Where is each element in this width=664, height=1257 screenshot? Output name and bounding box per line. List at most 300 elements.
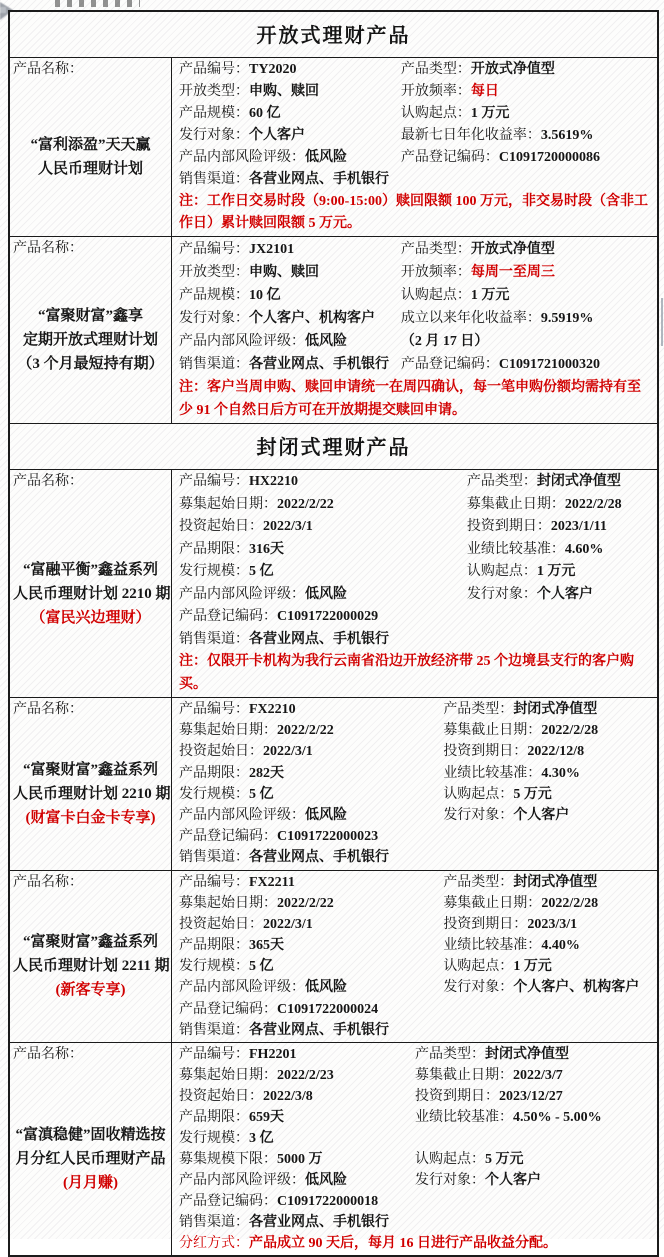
field-label: 销售渠道： xyxy=(179,1022,249,1038)
page-edge-line-artifact xyxy=(661,298,663,346)
product-name-cell xyxy=(10,871,172,1043)
field-value: 个人客户 xyxy=(536,586,593,602)
field-right xyxy=(443,699,651,720)
field-label: 产品期限： xyxy=(179,765,249,781)
field-right xyxy=(443,826,651,847)
field-label: 产品内部风险评级： xyxy=(179,150,305,165)
field-mid xyxy=(179,1086,415,1107)
field-line xyxy=(179,1044,651,1065)
field-mid xyxy=(179,720,443,741)
field-label: 认购起点： xyxy=(400,106,471,121)
field-line xyxy=(179,103,651,125)
field-label: 产品类型： xyxy=(466,474,537,489)
field-mid xyxy=(179,125,401,147)
field-value: 各营业网点、手机银行 xyxy=(249,1022,389,1038)
field-mid xyxy=(179,307,401,330)
field-line xyxy=(179,999,651,1020)
field-label: 产品期限： xyxy=(179,938,249,954)
field-label: 产品类型： xyxy=(415,1047,485,1062)
field-right xyxy=(401,169,651,191)
field-label: 产品规模： xyxy=(179,106,249,121)
field-line xyxy=(179,606,651,629)
product-name-line xyxy=(13,1123,168,1147)
field-value: 365天 xyxy=(249,938,284,954)
field-value: 个人客户 xyxy=(485,1173,541,1188)
field-line xyxy=(179,914,651,935)
product-name-text: “富融平衡”鑫益系列 xyxy=(22,561,158,578)
product-name xyxy=(13,1065,168,1253)
field-label: 产品类型： xyxy=(400,62,471,77)
field-right xyxy=(401,284,651,307)
field-line xyxy=(179,307,651,330)
field-value: 2023/12/27 xyxy=(499,1089,563,1104)
product-name xyxy=(13,492,171,695)
product-name-line xyxy=(13,806,168,830)
field-line xyxy=(179,284,651,307)
field-mid xyxy=(179,763,443,784)
field-value: FX2210 xyxy=(249,702,296,717)
field-label: 认购起点： xyxy=(443,959,514,975)
product-name xyxy=(13,80,168,234)
field-value: 5 亿 xyxy=(249,564,274,579)
field-value: 封闭式净值型 xyxy=(513,874,598,890)
product-name-text: “富滇稳健”固收精选按 xyxy=(15,1127,166,1143)
field-label: 业绩比较基准： xyxy=(466,541,565,557)
field-value: 1 万元 xyxy=(513,959,552,975)
field-value: 2022/3/1 xyxy=(263,916,313,932)
field-line xyxy=(179,847,651,868)
field-right xyxy=(415,1170,651,1191)
field-right xyxy=(467,539,651,562)
field-label: 认购起点： xyxy=(443,786,514,802)
field-mid xyxy=(179,629,467,652)
field-label: 最新七日年化收益率： xyxy=(400,128,541,143)
product-name-text: 定期开放式理财计划 xyxy=(22,332,158,348)
note-line xyxy=(179,191,651,235)
field-line xyxy=(179,784,651,805)
field-mid xyxy=(179,561,467,584)
field-value: 2022/2/28 xyxy=(564,496,622,512)
field-mid xyxy=(179,169,401,191)
field-label: 产品内部风险评级： xyxy=(179,334,305,349)
field-value: 各营业网点、手机银行 xyxy=(249,631,389,647)
field-right xyxy=(401,238,651,261)
field-label: 募集截止日期： xyxy=(415,1068,513,1083)
field-label: 募集起始日期： xyxy=(179,496,277,512)
field-mid xyxy=(179,1044,415,1065)
field-value: 2022/2/28 xyxy=(541,895,599,911)
product-name-caption: 产品名称： xyxy=(13,474,83,489)
product-name-cell xyxy=(10,698,172,870)
product-name xyxy=(13,893,168,1041)
note-value: 注：仅限开卡机构为我行云南省沿边开放经济带 25 个边境县支行的客户购买。 xyxy=(179,654,634,692)
field-mid xyxy=(179,977,443,998)
field-line xyxy=(179,471,651,494)
field-value: 每周一至周三 xyxy=(470,265,555,280)
field-value: 每日 xyxy=(470,84,499,99)
field-label: 产品登记编码： xyxy=(179,1194,277,1209)
field-right xyxy=(401,261,651,284)
field-label: 投资起始日： xyxy=(179,519,263,534)
section-title-text: 封闭式理财产品 xyxy=(256,437,411,459)
field-value: 个人客户、机构客户 xyxy=(513,980,640,996)
field-right xyxy=(401,81,651,103)
field-value: 封闭式净值型 xyxy=(485,1047,569,1062)
product-row xyxy=(10,236,657,423)
field-right xyxy=(401,59,651,81)
field-label: 募集起始日期： xyxy=(179,1068,277,1083)
field-value: FH2201 xyxy=(249,1047,297,1062)
field-mid xyxy=(179,847,443,868)
product-details-cell xyxy=(172,237,657,423)
product-name-text: 人民币理财计划 2210 期 xyxy=(13,585,171,602)
field-line xyxy=(179,1170,651,1191)
product-name-text: 人民币理财计划 2211 期 xyxy=(13,958,170,975)
field-line xyxy=(179,1212,651,1233)
field-right xyxy=(443,893,651,914)
field-label: 发行规模： xyxy=(179,1131,249,1146)
field-label: 投资起始日： xyxy=(179,1089,263,1104)
product-name-text: (月月赚) xyxy=(63,1175,118,1191)
product-name-cell xyxy=(10,1043,172,1255)
product-name-caption: 产品名称： xyxy=(13,1047,83,1062)
field-line xyxy=(179,81,651,103)
field-value: 2022/2/22 xyxy=(277,895,334,911)
field-value: FX2211 xyxy=(249,874,295,890)
field-value: C1091722000023 xyxy=(277,829,379,845)
field-label: 发行对象： xyxy=(415,1173,485,1188)
section-title xyxy=(10,12,657,57)
field-right xyxy=(443,872,651,893)
product-name-text: 人民币理财计划 xyxy=(37,161,143,177)
field-mid xyxy=(179,1020,443,1041)
field-value: 个人客户、机构客户 xyxy=(249,311,375,326)
field-value: C1091722000018 xyxy=(277,1194,379,1209)
field-line xyxy=(179,261,651,284)
field-line xyxy=(179,494,651,517)
field-label: 开放频率： xyxy=(400,265,471,280)
field-label: 投资到期日： xyxy=(443,916,528,932)
field-mid xyxy=(179,81,401,103)
product-name-line xyxy=(13,328,168,352)
field-label: 募集截止日期： xyxy=(443,723,542,739)
field-mid xyxy=(179,1212,415,1233)
field-label: 募集起始日期： xyxy=(179,895,277,911)
note-line xyxy=(179,376,651,422)
field-line xyxy=(179,238,651,261)
field-value: 659天 xyxy=(249,1110,284,1125)
field-right xyxy=(415,1065,651,1086)
field-value: 4.30% xyxy=(541,765,580,781)
field-value: 1 万元 xyxy=(470,288,510,303)
field-line xyxy=(179,59,651,81)
field-mid xyxy=(179,893,443,914)
product-name xyxy=(13,720,171,868)
product-row xyxy=(10,1042,657,1255)
product-name-line xyxy=(13,157,168,181)
field-value: 5 万元 xyxy=(485,1152,524,1167)
field-mid xyxy=(179,999,443,1020)
field-right xyxy=(443,763,651,784)
field-line xyxy=(179,147,651,169)
product-row xyxy=(10,469,657,697)
field-mid xyxy=(179,1149,415,1170)
field-value: 4.40% xyxy=(541,938,580,954)
field-label: 产品规模： xyxy=(179,288,249,303)
field-value: JX2101 xyxy=(249,242,295,257)
product-details-cell xyxy=(172,1043,657,1255)
field-value: 316天 xyxy=(249,541,284,557)
field-right xyxy=(443,935,651,956)
product-name-line xyxy=(13,558,168,582)
products-table xyxy=(8,10,659,1257)
field-right xyxy=(443,1020,651,1041)
field-value: 5 万元 xyxy=(513,786,552,802)
field-value: 5 亿 xyxy=(249,959,274,975)
field-value: C1091720000086 xyxy=(498,150,600,165)
field-right xyxy=(443,784,651,805)
field-value: 2023/1/11 xyxy=(550,519,607,534)
field-right xyxy=(415,1212,651,1233)
field-line xyxy=(179,805,651,826)
field-right xyxy=(415,1086,651,1107)
field-right xyxy=(415,1044,651,1065)
field-label: 发行对象： xyxy=(466,586,537,602)
field-value: 封闭式净值型 xyxy=(536,474,621,489)
field-value: 封闭式净值型 xyxy=(513,702,598,717)
field-value: 各营业网点、手机银行 xyxy=(249,172,389,187)
field-label: 投资到期日： xyxy=(415,1089,499,1104)
field-value: 各营业网点、手机银行 xyxy=(249,357,389,372)
field-value: 9.5919% xyxy=(540,311,594,326)
product-name-text: 月分红人民币理财产品 xyxy=(15,1151,166,1167)
field-right xyxy=(467,606,651,629)
field-right xyxy=(467,471,651,494)
field-value: 282天 xyxy=(249,765,284,781)
product-details-cell xyxy=(172,58,657,236)
product-name-line xyxy=(13,1147,168,1171)
product-name-line xyxy=(13,758,168,782)
product-details-cell xyxy=(172,470,657,697)
field-label: 开放类型： xyxy=(179,84,249,99)
field-line xyxy=(179,1128,651,1149)
field-mid xyxy=(179,1170,415,1191)
field-right xyxy=(443,977,651,998)
product-name-line xyxy=(13,352,168,376)
field-label: 开放频率： xyxy=(400,84,471,99)
field-label: 销售渠道： xyxy=(179,172,249,187)
field-mid xyxy=(179,741,443,762)
section-title xyxy=(10,423,657,469)
field-value: 2022/2/22 xyxy=(277,496,334,512)
field-value: 10 亿 xyxy=(249,288,281,303)
field-mid xyxy=(179,238,401,261)
field-right xyxy=(415,1149,651,1170)
field-label: 产品编号： xyxy=(179,62,249,77)
field-value: 开放式净值型 xyxy=(470,62,555,77)
field-mid xyxy=(179,261,401,284)
field-value: 2022/2/23 xyxy=(277,1068,334,1083)
field-label: 募集截止日期： xyxy=(466,496,565,512)
field-label: 募集规模下限： xyxy=(179,1152,277,1167)
field-label: 发行规模： xyxy=(179,959,249,975)
field-line xyxy=(179,561,651,584)
field-value: （2 月 17 日） xyxy=(400,334,489,349)
product-name-line xyxy=(13,782,171,806)
field-label: 认购起点： xyxy=(466,564,537,579)
field-value: 60 亿 xyxy=(249,106,281,121)
field-label: 产品期限： xyxy=(179,541,249,557)
field-line xyxy=(179,720,651,741)
field-right xyxy=(415,1191,651,1212)
field-line xyxy=(179,699,651,720)
field-label: 产品内部风险评级： xyxy=(179,807,305,823)
product-details-cell xyxy=(172,871,657,1043)
field-right xyxy=(401,147,651,169)
field-label: 产品类型： xyxy=(443,702,514,717)
field-right xyxy=(401,103,651,125)
product-name-text: “富利添盈”天天赢 xyxy=(30,137,151,153)
field-value: 申购、赎回 xyxy=(249,84,319,99)
field-mid xyxy=(179,1107,415,1128)
field-label: 发行规模： xyxy=(179,786,249,802)
field-mid xyxy=(179,914,443,935)
field-value: HX2210 xyxy=(249,474,298,489)
field-line xyxy=(179,977,651,998)
note-label: 分红方式： xyxy=(179,1236,249,1251)
field-label: 投资起始日： xyxy=(179,744,263,760)
product-row xyxy=(10,57,657,236)
field-value: 各营业网点、手机银行 xyxy=(249,850,389,866)
field-label: 成立以来年化收益率： xyxy=(400,311,541,326)
field-mid xyxy=(179,284,401,307)
field-value: 2022/3/8 xyxy=(263,1089,313,1104)
field-right xyxy=(467,494,651,517)
field-value: 个人客户 xyxy=(513,807,570,823)
field-right xyxy=(401,330,651,353)
field-line xyxy=(179,353,651,376)
field-label: 产品内部风险评级： xyxy=(179,980,305,996)
field-line xyxy=(179,763,651,784)
field-label: 认购起点： xyxy=(400,288,471,303)
field-value: C1091722000029 xyxy=(277,609,379,624)
field-label: 产品编号： xyxy=(179,242,249,257)
field-value: 3.5619% xyxy=(540,128,594,143)
field-value: 2022/3/7 xyxy=(513,1068,563,1083)
field-label: 销售渠道： xyxy=(179,1215,249,1230)
field-label: 业绩比较基准： xyxy=(443,938,542,954)
product-name-cell xyxy=(10,237,172,423)
product-name-line xyxy=(13,582,171,606)
field-value: C1091721000320 xyxy=(498,357,600,372)
field-right xyxy=(401,307,651,330)
field-mid xyxy=(179,539,467,562)
note-line xyxy=(179,1233,651,1254)
field-line xyxy=(179,1020,651,1041)
field-line xyxy=(179,741,651,762)
field-right xyxy=(467,516,651,539)
field-mid xyxy=(179,330,401,353)
field-value: 开放式净值型 xyxy=(470,242,555,257)
field-label: 业绩比较基准： xyxy=(443,765,542,781)
product-name-line xyxy=(13,606,168,630)
field-mid xyxy=(179,872,443,893)
product-name-text: 人民币理财计划 2210 期 xyxy=(13,785,171,802)
field-value: 低风险 xyxy=(305,1173,347,1188)
clipped-text-artifact xyxy=(55,0,140,7)
field-label: 销售渠道： xyxy=(179,631,249,647)
product-name-text: (财富卡白金卡专享) xyxy=(25,809,156,826)
field-value: 2022/12/8 xyxy=(527,744,585,760)
field-value: 4.50% - 5.00% xyxy=(513,1110,602,1125)
product-name-text: （富民兴边理财） xyxy=(30,609,151,626)
field-value: 4.60% xyxy=(564,541,604,557)
product-name-caption: 产品名称： xyxy=(13,702,83,717)
field-label: 业绩比较基准： xyxy=(415,1110,513,1125)
field-line xyxy=(179,826,651,847)
field-line xyxy=(179,1065,651,1086)
field-label: 产品登记编码： xyxy=(179,829,277,845)
field-line xyxy=(179,956,651,977)
field-label: 销售渠道： xyxy=(179,357,249,372)
product-name-text: “富聚财富”鑫益系列 xyxy=(22,761,158,778)
field-label: 投资起始日： xyxy=(179,916,263,932)
field-value: 低风险 xyxy=(305,980,347,996)
field-value: 个人客户 xyxy=(249,128,305,143)
field-value: 1 万元 xyxy=(470,106,510,121)
product-name-line xyxy=(13,954,168,978)
field-line xyxy=(179,330,651,353)
field-value: 低风险 xyxy=(305,807,347,823)
field-label: 产品登记编码： xyxy=(400,150,499,165)
section-title-text: 开放式理财产品 xyxy=(256,25,411,47)
field-mid xyxy=(179,471,467,494)
field-label: 募集起始日期： xyxy=(179,723,277,739)
field-label: 产品登记编码： xyxy=(179,1001,277,1017)
field-line xyxy=(179,1149,651,1170)
product-name-text: “富聚财富”鑫益系列 xyxy=(22,934,158,951)
field-label: 产品期限： xyxy=(179,1110,249,1125)
product-name-line xyxy=(13,133,168,157)
field-label: 产品类型： xyxy=(400,242,471,257)
field-mid xyxy=(179,1128,415,1149)
field-mid xyxy=(179,956,443,977)
field-value: 低风险 xyxy=(305,334,347,349)
field-label: 销售渠道： xyxy=(179,850,249,866)
product-name-cell xyxy=(10,470,172,697)
field-mid xyxy=(179,826,443,847)
field-line xyxy=(179,872,651,893)
product-name-line xyxy=(13,930,168,954)
field-right xyxy=(401,353,651,376)
field-mid xyxy=(179,584,467,607)
field-mid xyxy=(179,606,467,629)
field-value: 低风险 xyxy=(305,150,347,165)
note-value: 注：客户当周申购、赎回申请统一在周四确认，每一笔申购份额均需持有至少 91 个自然日后方可在开放期提交赎回申请。 xyxy=(179,380,641,418)
field-line xyxy=(179,629,651,652)
field-line xyxy=(179,125,651,147)
field-mid xyxy=(179,805,443,826)
note-value: 注：工作日交易时段（9:00-15:00）赎回限额 100 万元，非交易时段（含非工作日）累计赎回限额 5 万元。 xyxy=(179,194,648,231)
field-mid xyxy=(179,516,467,539)
product-name-line xyxy=(13,1171,168,1195)
product-name-caption: 产品名称： xyxy=(13,874,83,890)
field-mid xyxy=(179,935,443,956)
product-name-line xyxy=(13,304,168,328)
field-mid xyxy=(179,494,467,517)
field-value: 各营业网点、手机银行 xyxy=(249,1215,389,1230)
field-mid xyxy=(179,784,443,805)
